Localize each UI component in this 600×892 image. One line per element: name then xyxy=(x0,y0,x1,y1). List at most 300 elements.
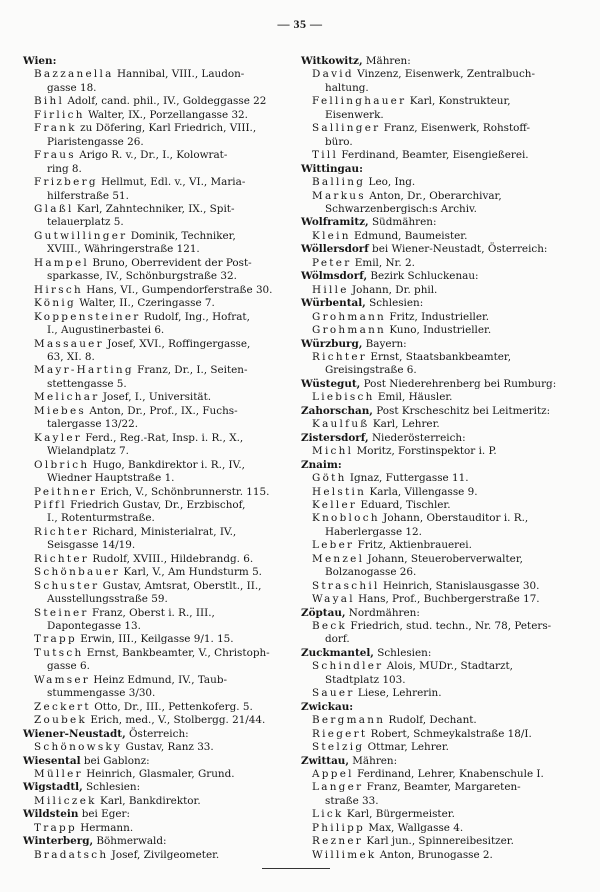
entry-text: hilferstraße 51. xyxy=(47,189,129,202)
entry-text: Otto, Dr., III., Pettenkoferg. 5. xyxy=(90,700,253,713)
entry-line xyxy=(34,68,293,81)
directory-entry xyxy=(301,190,586,217)
place-name: Zahorschan, xyxy=(301,404,373,417)
entry-line xyxy=(34,391,293,404)
surname: Fellinghauer xyxy=(312,95,407,108)
directory-entry xyxy=(301,714,586,727)
surname: Zoubek xyxy=(34,714,88,727)
entry-text: Josef, Zivilgeometer. xyxy=(108,848,220,861)
directory-entry xyxy=(301,324,586,337)
entry-text: Franz, Beamter, Margareten- xyxy=(363,781,521,794)
place-name: Wien: xyxy=(23,55,57,67)
surname: Liebisch xyxy=(312,391,375,404)
place-heading xyxy=(301,701,586,714)
place-region: Nordmähren: xyxy=(345,606,420,619)
directory-entry xyxy=(301,68,586,95)
entry-continuation xyxy=(34,512,293,525)
entry-text: Schwarzenbergisch:s Archiv. xyxy=(325,202,477,215)
directory-entry xyxy=(301,311,586,324)
entry-text: stummengasse 3/30. xyxy=(47,687,156,700)
entry-line xyxy=(312,122,586,135)
place-name: Zöptau, xyxy=(301,606,346,619)
directory-entry xyxy=(301,593,586,606)
entry-line xyxy=(312,687,586,700)
place-name: Zwittau, xyxy=(301,754,349,767)
entry-text: Karl, Bankdirektor. xyxy=(96,794,201,807)
place-name: Winterberg, xyxy=(23,835,94,848)
directory-entry xyxy=(301,445,586,458)
entry-text: Richard, Ministerialrat, IV., xyxy=(89,525,237,538)
place-region: Mähren: xyxy=(348,754,398,767)
entry-text: Erwin, III., Keilgasse 9/1. 15. xyxy=(76,633,234,646)
entry-text: Greisingstraße 6. xyxy=(325,364,417,377)
surname: Trapp xyxy=(34,633,77,646)
entry-text: Karl jun., Spinnereibesitzer. xyxy=(363,835,514,848)
entry-text: Ferd., Reg.-Rat, Insp. i. R., X., xyxy=(82,431,244,444)
entry-text: Anton, Dr., Prof., IX., Fuchs- xyxy=(86,404,238,417)
surname: Grohmann xyxy=(312,310,387,323)
entry-text: Stadtplatz 103. xyxy=(325,673,406,686)
place-region: Schlesien: xyxy=(373,646,432,659)
entry-text: Karla, Villengasse 9. xyxy=(366,485,478,498)
surname: Zeckert xyxy=(34,700,91,713)
entry-text: Edmund, Baumeister. xyxy=(350,229,468,242)
place-group xyxy=(301,163,586,217)
entry-line xyxy=(34,364,293,377)
place-group xyxy=(301,647,586,701)
place-name: Wildstein xyxy=(23,808,79,821)
place-region: Südmähren: xyxy=(368,216,437,229)
surname: Appel xyxy=(312,768,354,781)
surname: Stelzig xyxy=(312,741,365,754)
entry-line xyxy=(312,391,586,404)
place-heading xyxy=(301,55,586,68)
directory-entry xyxy=(301,822,586,835)
place-group xyxy=(23,728,293,755)
surname: Kaulfuß xyxy=(312,418,370,431)
entry-text: Anton, Dr., Oberarchivar, xyxy=(365,189,502,202)
place-name: Znaim: xyxy=(301,458,342,471)
surname: Hirsch xyxy=(34,283,83,296)
surname: Straschil xyxy=(312,579,380,592)
entry-line xyxy=(312,351,586,364)
entry-line xyxy=(34,580,293,593)
entry-text: sparkasse, IV., Schönburgstraße 32. xyxy=(47,270,237,283)
entry-line xyxy=(312,512,586,525)
directory-entry xyxy=(23,499,293,526)
entry-line xyxy=(34,338,293,351)
directory-entry xyxy=(301,849,586,862)
directory-entry xyxy=(23,849,293,862)
entry-text: Franz, Eisenwerk, Rohstoff- xyxy=(380,122,530,135)
entry-line xyxy=(312,257,586,270)
directory-entry xyxy=(301,257,586,270)
entry-continuation xyxy=(34,445,293,458)
entry-text: Heinrich, Stanislausgasse 30. xyxy=(379,579,540,592)
entry-text: Rudolf, Ing., Hofrat, xyxy=(140,310,250,323)
place-group xyxy=(301,701,586,755)
entry-text: Wiedner Hauptstraße 1. xyxy=(47,472,175,485)
place-region: bei Wiener-Neustadt, Österreich: xyxy=(368,243,548,256)
entry-text: Hannibal, VIII., Laudon- xyxy=(113,68,245,81)
entry-text: Ernst, Staatsbankbeamter, xyxy=(367,350,512,363)
place-group xyxy=(23,808,293,835)
place-region: bei Eger: xyxy=(78,808,131,821)
directory-entry xyxy=(301,95,586,122)
surname: Schönowsky xyxy=(34,741,123,754)
place-heading xyxy=(301,338,586,351)
directory-entry xyxy=(301,741,586,754)
directory-entry xyxy=(301,499,586,512)
place-group xyxy=(23,835,293,862)
directory-entry xyxy=(23,486,293,499)
entry-text: Erich, med., V., Stolbergg. 21/44. xyxy=(87,714,266,727)
entry-continuation xyxy=(34,270,293,283)
entry-continuation xyxy=(312,674,586,687)
surname: Miebes xyxy=(34,404,87,417)
place-name: Wittingau: xyxy=(301,162,363,175)
surname: Michl xyxy=(312,445,354,458)
entry-text: Johann, Dr. phil. xyxy=(348,283,438,296)
surname: Fraus xyxy=(34,149,76,162)
place-region: Bezirk Schluckenau: xyxy=(367,270,479,283)
entry-text: Piaristengasse 26. xyxy=(47,135,144,148)
surname: Bradatsch xyxy=(34,848,109,861)
place-name: Wiener-Neustadt, xyxy=(23,727,126,740)
entry-line xyxy=(312,230,586,243)
entry-text: Heinrich, Glasmaler, Grund. xyxy=(82,768,235,781)
place-name: Wigstadtl, xyxy=(23,781,83,794)
place-region: Post Niederehrenberg bei Rumburg: xyxy=(360,377,557,390)
entry-line xyxy=(312,580,586,593)
place-group xyxy=(23,55,293,728)
directory-entry xyxy=(301,660,586,687)
entry-line xyxy=(312,539,586,552)
entry-text: Fritz, Aktienbrauerei. xyxy=(354,539,472,552)
place-region: Schlesien: xyxy=(365,297,424,310)
entry-line xyxy=(34,432,293,445)
entry-continuation xyxy=(312,566,586,579)
entry-line xyxy=(312,781,586,794)
footer-rule xyxy=(262,868,330,869)
entry-continuation xyxy=(312,82,586,95)
entry-continuation xyxy=(34,216,293,229)
place-group xyxy=(301,270,586,297)
entry-text: Arigo R. v., Dr., I., Kolowrat- xyxy=(75,149,228,162)
surname: Rezner xyxy=(312,835,364,848)
entry-line xyxy=(34,795,293,808)
surname: Bihl xyxy=(34,95,65,108)
entry-text: straße 33. xyxy=(325,794,379,807)
directory-entry xyxy=(301,391,586,404)
entry-continuation xyxy=(34,418,293,431)
entry-text: Karl, Bürgermeister. xyxy=(343,808,455,821)
place-name: Würbental, xyxy=(301,297,366,310)
entry-text: Alois, MUDr., Stadtarzt, xyxy=(383,660,513,673)
place-group xyxy=(301,243,586,270)
entry-line xyxy=(312,418,586,431)
entry-text: Karl, Lehrer. xyxy=(369,418,440,431)
place-group xyxy=(301,338,586,378)
directory-entry xyxy=(23,176,293,203)
surname: Mayr-Harting xyxy=(34,364,134,377)
entry-continuation xyxy=(312,109,586,122)
directory-entry xyxy=(23,95,293,108)
place-group xyxy=(301,405,586,432)
place-heading xyxy=(301,297,586,310)
entry-continuation xyxy=(34,136,293,149)
entry-text: Vinzenz, Eisenwerk, Zentralbuch- xyxy=(353,68,535,81)
entry-line xyxy=(34,633,293,646)
entry-line xyxy=(312,741,586,754)
directory-entry xyxy=(301,553,586,580)
entry-text: Franz, Dr., I., Seiten- xyxy=(133,364,248,377)
surname: Olbrich xyxy=(34,458,90,471)
entry-line xyxy=(312,486,586,499)
directory-entry xyxy=(23,566,293,579)
entry-line xyxy=(312,808,586,821)
place-group xyxy=(301,297,586,337)
place-heading xyxy=(23,755,293,768)
surname: Miliczek xyxy=(34,794,97,807)
entry-line xyxy=(312,445,586,458)
directory-entry xyxy=(23,701,293,714)
entry-text: Wielandplatz 7. xyxy=(47,445,129,458)
directory-entry xyxy=(301,728,586,741)
entry-text: I., Augustinerbastei 6. xyxy=(47,324,165,337)
page-number: — 35 — xyxy=(277,17,323,31)
entry-line xyxy=(312,835,586,848)
surname: Klein xyxy=(312,229,351,242)
place-name: Würzburg, xyxy=(301,337,363,350)
directory-entry xyxy=(301,351,586,378)
entry-line xyxy=(34,176,293,189)
directory-entry xyxy=(301,781,586,808)
entry-text: gasse 18. xyxy=(47,81,97,94)
surname: Bergmann xyxy=(312,714,386,727)
entry-line xyxy=(34,741,293,754)
place-heading xyxy=(301,243,586,256)
entry-continuation xyxy=(34,378,293,391)
entry-text: Ernst, Bankbeamter, V., Christoph- xyxy=(83,646,270,659)
surname: Peithner xyxy=(34,485,98,498)
directory-entry xyxy=(23,822,293,835)
entry-line xyxy=(34,95,293,108)
surname: Sallinger xyxy=(312,122,381,135)
entry-text: zu Döfering, Karl Friedrich, VIII., xyxy=(76,122,257,135)
place-heading xyxy=(23,55,293,68)
surname: Massauer xyxy=(34,337,104,350)
place-name: Wöllersdorf xyxy=(301,243,369,256)
entry-line xyxy=(34,284,293,297)
entry-line xyxy=(34,149,293,162)
surname: Grohmann xyxy=(312,324,387,337)
place-group xyxy=(23,755,293,782)
surname: Richter xyxy=(312,350,368,363)
entry-text: Haberlergasse 12. xyxy=(325,525,422,538)
entry-text: Max, Wallgasse 4. xyxy=(365,821,464,834)
place-region: bei Gablonz: xyxy=(80,754,150,767)
directory-entry xyxy=(301,284,586,297)
entry-line xyxy=(34,459,293,472)
directory-entry xyxy=(23,68,293,95)
place-heading xyxy=(301,405,586,418)
directory-entry xyxy=(23,338,293,365)
entry-continuation xyxy=(312,136,586,149)
place-region: Bayern: xyxy=(362,337,407,350)
place-name: Witkowitz, xyxy=(301,55,363,67)
surname: Koppensteiner xyxy=(34,310,141,323)
entry-text: Friedrich, stud. techn., Nr. 78, Peters- xyxy=(347,620,552,633)
place-region: Böhmerwald: xyxy=(93,835,167,848)
surname: Schönbauer xyxy=(34,566,121,579)
place-region: Mähren: xyxy=(362,55,411,67)
surname: Steiner xyxy=(34,606,89,619)
place-region: Schlesien: xyxy=(82,781,141,794)
place-name: Zuckmantel, xyxy=(301,646,374,659)
place-group xyxy=(301,216,586,243)
entry-text: Karl, Zahntechniker, IX., Spit- xyxy=(73,202,235,215)
directory-entry xyxy=(23,580,293,607)
place-heading xyxy=(301,755,586,768)
entry-line xyxy=(312,68,586,81)
place-group xyxy=(301,55,586,163)
right-column xyxy=(301,55,586,862)
entry-continuation xyxy=(34,472,293,485)
place-group xyxy=(301,378,586,405)
surname: David xyxy=(312,68,354,81)
place-heading xyxy=(301,432,586,445)
surname: Piffl xyxy=(34,498,67,511)
directory-entry xyxy=(23,297,293,310)
entry-continuation xyxy=(34,82,293,95)
entry-text: Johann, Oberstauditor i. R., xyxy=(379,512,529,525)
entry-text: Johann, Steueroberverwalter, xyxy=(364,552,523,565)
entry-text: Erich, V., Schönbrunnerstr. 115. xyxy=(97,485,270,498)
entry-text: ring 8. xyxy=(47,162,82,175)
directory-entry xyxy=(23,633,293,646)
entry-text: Hermann. xyxy=(76,821,134,834)
entry-line xyxy=(312,714,586,727)
entry-text: telauerplatz 5. xyxy=(47,216,124,229)
entry-line xyxy=(312,324,586,337)
directory-entry xyxy=(301,230,586,243)
entry-text: Bruno, Oberrevident der Post- xyxy=(89,256,252,269)
directory-entry xyxy=(301,539,586,552)
entry-text: 63, XI. 8. xyxy=(47,350,95,363)
surname: Menzel xyxy=(312,552,365,565)
entry-line xyxy=(312,190,586,203)
entry-text: stettengasse 5. xyxy=(47,377,127,390)
directory-entry xyxy=(301,472,586,485)
surname: Göth xyxy=(312,472,347,485)
surname: Balling xyxy=(312,176,366,189)
entry-line xyxy=(312,660,586,673)
place-heading xyxy=(23,728,293,741)
surname: König xyxy=(34,297,76,310)
entry-line xyxy=(312,176,586,189)
directory-entry xyxy=(301,835,586,848)
entry-text: Seisgasse 14/19. xyxy=(47,539,136,552)
entry-continuation xyxy=(312,633,586,646)
entry-text: Bolzanogasse 26. xyxy=(325,566,417,579)
entry-line xyxy=(34,566,293,579)
entry-line xyxy=(34,526,293,539)
directory-entry xyxy=(23,607,293,634)
directory-entry xyxy=(23,311,293,338)
directory-entry xyxy=(23,741,293,754)
entry-line xyxy=(34,486,293,499)
surname: Hille xyxy=(312,283,349,296)
directory-entry xyxy=(23,768,293,781)
entry-continuation xyxy=(312,364,586,377)
entry-text: I., Rotenturmstraße. xyxy=(47,512,155,525)
place-heading xyxy=(23,835,293,848)
entry-text: Dominik, Techniker, xyxy=(127,229,236,242)
surname: Leber xyxy=(312,539,355,552)
entry-line xyxy=(34,822,293,835)
entry-line xyxy=(34,607,293,620)
place-name: Zwickau: xyxy=(301,700,354,713)
entry-continuation xyxy=(312,795,586,808)
directory-entry xyxy=(301,176,586,189)
entry-text: Karl, Konstrukteur, xyxy=(406,95,511,108)
directory-entry xyxy=(23,795,293,808)
entry-continuation xyxy=(34,243,293,256)
entry-line xyxy=(312,768,586,781)
directory-entry xyxy=(23,230,293,257)
place-group xyxy=(301,432,586,459)
place-heading xyxy=(301,270,586,283)
entry-continuation xyxy=(34,163,293,176)
surname: Wayal xyxy=(312,593,355,606)
entry-line xyxy=(34,311,293,324)
entry-text: Ignaz, Futtergasse 11. xyxy=(346,472,469,485)
surname: Richter xyxy=(34,525,90,538)
surname: Melichar xyxy=(34,391,100,404)
surname: Helstin xyxy=(312,485,367,498)
entry-text: Walter, II., Czeringasse 7. xyxy=(75,297,215,310)
surname: Richter xyxy=(34,552,90,565)
surname: Schuster xyxy=(34,579,100,592)
surname: Langer xyxy=(312,781,364,794)
entry-text: Hellmut, Edl. v., VI., Maria- xyxy=(97,176,246,189)
surname: Bazzanella xyxy=(34,68,114,81)
entry-line xyxy=(312,593,586,606)
surname: Tutsch xyxy=(34,646,84,659)
surname: Sauer xyxy=(312,687,355,700)
surname: Frizberg xyxy=(34,176,98,189)
entry-text: haltung. xyxy=(325,81,369,94)
place-heading xyxy=(23,808,293,821)
entry-line xyxy=(312,284,586,297)
directory-entry xyxy=(23,257,293,284)
entry-text: dorf. xyxy=(325,633,350,646)
entry-text: Ferdinand, Lehrer, Knabenschule I. xyxy=(353,768,544,781)
place-region: Österreich: xyxy=(125,727,189,740)
surname: Glaßl xyxy=(34,202,74,215)
entry-line xyxy=(312,149,586,162)
entry-text: Gustav, Amtsrat, Oberstlt., II., xyxy=(99,579,262,592)
entry-line xyxy=(312,822,586,835)
place-region: Niederösterreich: xyxy=(368,431,466,444)
directory-entry xyxy=(23,284,293,297)
directory-entry xyxy=(23,122,293,149)
entry-line xyxy=(34,109,293,122)
entry-text: Rudolf, XVIII., Hildebrandg. 6. xyxy=(89,552,254,565)
entry-text: XVIII., Währingerstraße 121. xyxy=(47,243,200,256)
entry-line xyxy=(312,849,586,862)
